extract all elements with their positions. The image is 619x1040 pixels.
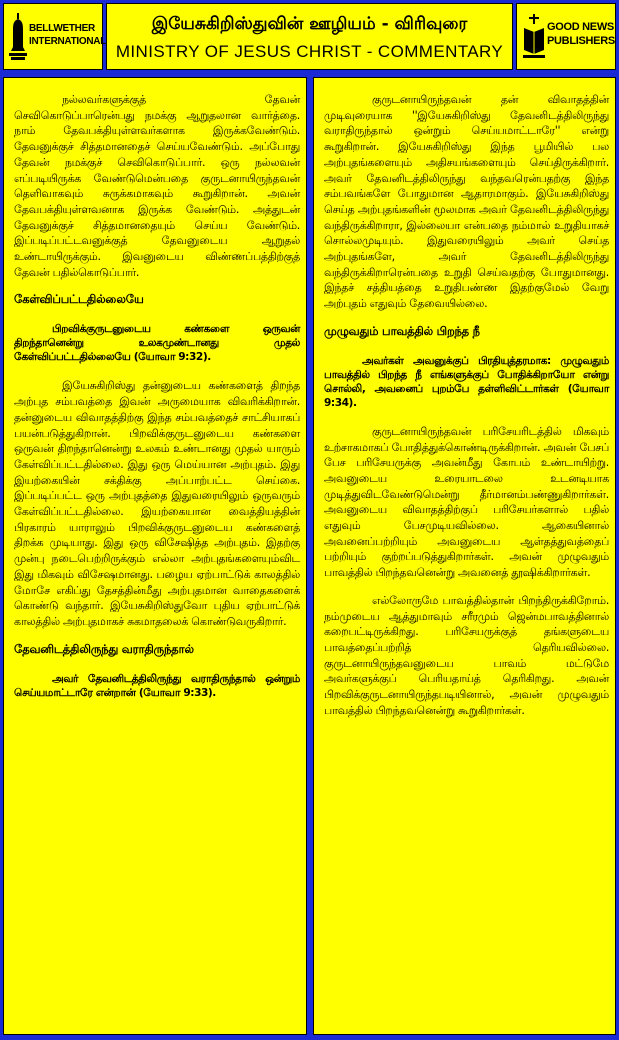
bellwether-bell-icon [9,13,27,61]
section-heading: தேவனிடத்திலிருந்து வராதிருந்தால் [14,641,194,656]
paragraph: நல்லவர்களுக்குத் தேவன் செவிகொடுப்பாரென்பது நமக்கு ஆறுதலான வார்த்தை. நாம் தேவபக்தியுள்ளவர்களாக இருக்கவேண்டும். தேவனுக்குச் சித்தமானதைச் செய்யவேண்டும். அப்போது தேவன் நமக்குச் செவிகொடுப்பார். ஒரு நல்லவன் எப்படியிருக்க வேண்டுமென்பதை குருடனாயிருந்தவன் தெளிவாகவும் சுருக்கமாகவும் கூறுகிறான். அவன் தேவபக்தியுள்ளவனாக இருக்க வேண்டும். அத்துடன் தேவனுக்குச் சித்தமானதையும் செய்ய வேண்டும். இப்படிப்பட்டவனுக்குத் தேவனுடைய ஆறுதல் உண்டாயிருக்கும். இவனுடைய விண்ணப்பத்திற்குத் தேவன் பதில்கொடுப்பார். [14,93,300,279]
paragraph: குருடனாயிருந்தவன் தன் விவாதத்தின் முடிவுரையாக ''இயேசுகிறிஸ்து தேவனிடத்திலிருந்து வராதிருந்தால் ஒன்றும் செய்யமாட்டாரே'' என்று கூறுகிறான். இயேசுகிறிஸ்து இந்த பூமியில் பல அற்புதங்களையும் அதிசயங்களையும் செய்திருக்கிறார். அவர் தேவனிடத்திலிருந்து வந்தவரென்பதற்கு இந்த சம்பவங்களே போதுமான ஆதாரமாகும். இயேசுகிறிஸ்து செய்த அற்புதங்களின் மூலமாக அவர் தேவனிடத்திலிருந்து வந்திருக்கிறாரா, இல்லையா என்பதை நம்மால் உறுதியாகச் சொல்லமுடியும். இதுவரையிலும் அவர் செய்த அற்புதங்களே, அவர் தேவனிடத்திலிருந்து வந்திருக்கிறாரென்பதை உறுதி செய்வதற்கு போதுமானது. இந்தச் சத்தியத்தை உறுதிபண்ண இதற்குமேல் வேறு அற்புதம் எதுவும் தேவையில்லை. [324,93,609,311]
page-title-tamil: இயேசுகிறிஸ்துவின் ஊழியம் - விரிவுரை [151,14,468,34]
title-banner [106,3,513,70]
good-news-logo-line-2: PUBLISHERS [547,35,615,47]
bellwether-logo-line-1: BELLWETHER [29,23,95,34]
section-heading: கேள்விப்பட்டதில்லையே [14,292,144,307]
bellwether-logo-text [29,22,107,48]
bellwether-logo-line-2: INTERNATIONAL [29,36,107,47]
bellwether-logo [3,3,107,70]
paragraph: இயேசுகிறிஸ்து தன்னுடைய கண்களைத் திறந்த அற்புத சம்பவத்தை இவன் அருமையாக விவரிக்கிறான். தன்னுடைய விவாதத்திற்கு இந்த சம்பவத்தைச் சாட்சியாகப் பயன்படுத்துகிறான். பிறவிக்குருடனுடைய கண்களை ஒருவன் திறந்தானென்று உலகம் உண்டானது முதல் யாரும் கேள்விப்பட்டதில்லை. இது ஒரு மெய்யான அற்புதம். இது இயற்கையின் சக்திக்கு அப்பாற்பட்ட செய்கை. இப்படிப்பட்ட ஒரு அற்புதத்தை இதுவரையிலும் ஒருவரும் கேள்விப்பட்டதில்லை. இயற்கையான வைத்தியத்தின் பிரகாரம் யாராலும் பிறவிக்குருடனுடைய கண்களைத் திறக்க முடியாது. இது ஒரு விசேஷித்த அற்புதம். இதற்கு முன்பு நடைபெற்றிருக்கும் எல்லா அற்புதங்களையும்விட இது மிகவும் விசேஷமானது. பழைய ஏற்பாட்டுக் காலத்தில் மோசே எகிப்து தேசத்தின்மீது அற்புதமான வாதைகளைக் கொண்டு வந்தார். இயேசுகிறிஸ்துவோ புதிய ஏற்பாட்டுக் காலத்தில் அற்புதமாகச் சுகமாதலைக் கொண்டுவருகிறார். [14,379,300,628]
paragraph: குருடனாயிருந்தவன் பரிசேயரிடத்தில் மிகவும் உற்சாகமாகப் போதித்துக்கொண்டிருக்கிறான். அவன் பேசப் பேச பரிசேயருக்கு அவன்மீது கோபம் உண்டாயிற்று. அவனுடைய உரையாடலை உடனடியாக முடித்துவிடவேண்டுமென்று தீர்மானம்பண்ணுகிறார்கள். அவனுடைய விவாதத்திற்குப் பரிசேயர்களால் பதில் எதுவும் பேசமுடியவில்லை. ஆகையினால் அவனைப்பற்றியும் அவனுடைய ஆள்தத்துவத்தைப் பற்றியும் குற்றப்படுத்துகிறார்கள். அவன் முழுவதும் பாவத்தில் பிறந்தவனென்று அவனைத் தூஷிக்கிறார்கள். [324,424,609,580]
scripture-verse: பிறவிக்குருடனுடைய கண்களை ஒருவன் திறந்தானென்று உலகமுண்டானது முதல் கேள்விப்பட்டதில்லையே (யோவா 9:32). [14,323,300,364]
paragraph: எல்லோருமே பாவத்தில்தான் பிறந்திருக்கிறோம். நம்முடைய ஆத்துமாவும் சரீரமும் ஜென்மபாவத்தினால் கறைபட்டிருக்கிறது. பரிசேயருக்குத் தங்களுடைய பாவத்தைப்பற்றித் தெரியவில்லை. குருடனாயிருந்தவனுடைய பாவம் மட்டுமே அவர்களுக்குப் பெரியதாய்த் தெரிகிறது. அவன் பிறவிக்குருடனாயிருந்தபடியினால், அவன் முழுவதும் பாவத்தில் பிறந்தவனென்று கூறுகிறார்கள். [324,593,609,717]
header [3,3,616,72]
right-column [313,77,616,1035]
good-news-logo-text [547,20,615,48]
good-news-logo-line-1: GOOD NEWS [547,21,614,33]
page-title-english: MINISTRY OF JESUS CHRIST - COMMENTARY [115,42,504,61]
good-news-book-icon [523,14,545,60]
good-news-logo [516,3,616,70]
section-heading: முழுவதும் பாவத்தில் பிறந்த நீ [324,323,480,338]
left-column [3,77,307,1035]
scripture-verse: அவர் தேவனிடத்திலிருந்து வராதிருந்தால் ஒன்றும் செய்யமாட்டாரே என்றான் (யோவா 9:33). [14,672,300,699]
scripture-verse: அவர்கள் அவனுக்குப் பிரதியுத்தரமாக: முழுவதும் பாவத்தில் பிறந்த நீ எங்களுக்குப் போதிக்கிறாயோ என்று சொல்லி, அவனைப் புறம்பே தள்ளிவிட்டார்கள் (யோவா 9:34). [324,354,609,409]
